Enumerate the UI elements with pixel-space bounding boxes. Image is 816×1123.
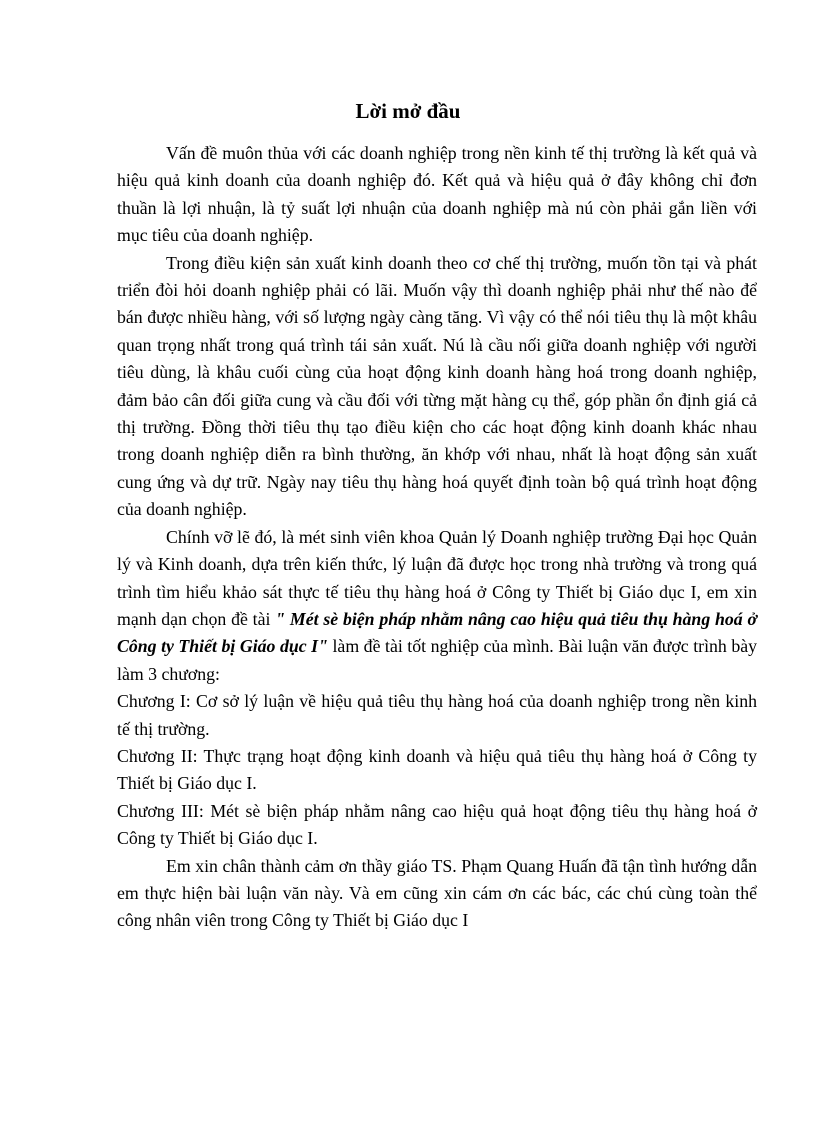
chapter-1-line: Chương I: Cơ sở lý luận về hiệu quả tiêu thụ hàng hoá của doanh nghiệp trong nền kinh tế thị trường.	[117, 691, 757, 739]
document-body	[117, 140, 757, 935]
paragraph-topic	[117, 524, 757, 688]
paragraph-thanks: Em xin chân thành cảm ơn thầy giáo TS. Phạm Quang Huấn đã tận tình hướng dẫn em thực hiện bài luận văn này. Và em cũng xin cám ơn các bác, các chú cùng toàn thể công nhân viên trong Công ty Thiết bị Giáo dục I	[117, 855, 757, 931]
page-title: Lời mở đầu	[355, 99, 461, 123]
chapter-3-line: Chương III: Mét sè biện pháp nhằm nâng cao hiệu quả hoạt động tiêu thụ hàng hoá ở Công ty Thiết bị Giáo dục I.	[117, 800, 757, 849]
paragraph-consumption: Trong điều kiện sản xuất kinh doanh theo cơ chế thị trường, muốn tồn tại và phát triển đòi hỏi doanh nghiệp phải có lãi. Muốn vậy thì doanh nghiệp phải như thế nào để bán được nhiều hàng, với số lượng ngày càng tăng. Vì vậy có thể nói tiêu thụ là một khâu quan trọng nhất trong quá trình tái sản xuất. Nú là cầu nối giữa doanh nghiệp với người tiêu dùng, là khâu cuối cùng của hoạt động kinh doanh hàng hoá trong doanh nghiệp, đảm bảo cân đối giữa cung và cầu đối với từng mặt hàng cụ thể, góp phần ổn định giá cả thị trường. Đồng thời tiêu thụ tạo điều kiện cho các hoạt động kinh doanh khác nhau trong doanh nghiệp diễn ra bình thường, ăn khớp với nhau, nhất là hoạt động sản xuất cung ứng và dự trữ. Ngày nay tiêu thụ hàng hoá quyết định toàn bộ quá trình hoạt động của doanh nghiệp.	[117, 252, 757, 520]
paragraph-intro: Vấn đề muôn thủa với các doanh nghiệp trong nền kinh tế thị trường là kết quả và hiệu quả kinh doanh của doanh nghiệp đó. Kết quả và hiệu quả ở đây không chỉ đơn thuần là lợi nhuận, là tỷ suất lợi nhuận của doanh nghiệp mà nú còn phải gắn liền với mục tiêu của doanh nghiệp.	[117, 143, 757, 246]
paragraph-topic-end: làm đề tài tốt nghiệp của mình. Bài luận văn được trình bày làm 3 chương:	[117, 636, 758, 684]
paragraph-topic-start: Chính vỡ lẽ đó, là mét sinh viên khoa Quản lý Doanh nghiệp trường Đại học Quản lý và Kinh doanh, dựa trên kiến thức, lý luận đã được học trong nhà trường và trong quá trình tìm hiểu khảo sát thực tế tiêu thụ hàng hoá ở Công ty Thiết bị Giáo dục I, em xin mạnh dạn chọn đề tài	[117, 526, 757, 629]
chapter-2-line: Chương II: Thực trạng hoạt động kinh doanh và hiệu quả tiêu thụ hàng hoá ở Công ty Thiết bị Giáo dục I.	[117, 745, 757, 794]
thesis-topic-title: " Mét sè biện pháp nhằm nâng cao hiệu quả tiêu thụ hàng hoá ở Công ty Thiết bị Giáo dục I"	[117, 608, 757, 657]
